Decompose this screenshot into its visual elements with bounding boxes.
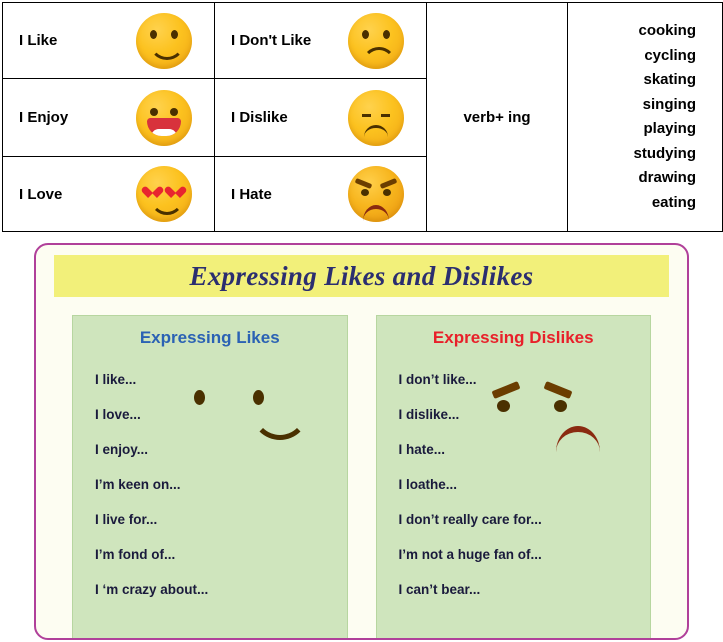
poster-title-bar: [54, 255, 669, 297]
mouth: [363, 205, 389, 221]
list-item: I’m not a huge fan of...: [398, 547, 542, 562]
eye-right: [194, 390, 205, 405]
list-item: eating: [651, 193, 696, 211]
eye-left: [554, 400, 567, 412]
eye-right: [383, 189, 391, 196]
cell-like-phrase: [3, 157, 215, 232]
cell-verb-list: [568, 3, 723, 232]
eye-left: [361, 189, 369, 196]
list-item: I dislike...: [398, 407, 460, 422]
eye-right: [381, 111, 390, 117]
cell-verb-form: [427, 3, 568, 232]
verb-list: [568, 15, 722, 219]
mouth: [149, 37, 185, 60]
mouth: [556, 426, 600, 452]
phrase-label: I Love: [19, 185, 63, 203]
angry-face-icon: [348, 166, 404, 222]
panel-heading-dislikes: Expressing Dislikes: [432, 328, 594, 347]
heart-eye-left: [146, 182, 159, 194]
expressions-poster: [34, 243, 689, 640]
list-item: I ‘m crazy about...: [95, 582, 209, 597]
dislikes-face-wrapper: [532, 362, 624, 454]
cell-like-phrase: [3, 3, 215, 79]
list-item: I like...: [95, 372, 137, 387]
panel-expressing-dislikes: [376, 315, 652, 640]
list-item: I can’t bear...: [398, 582, 481, 597]
list-item: I love...: [95, 407, 141, 422]
phrase-label: I Enjoy: [19, 109, 69, 126]
cell-dislike-phrase: [215, 157, 427, 232]
brow-left: [544, 381, 573, 399]
verb-form-label: verb+ ing: [463, 108, 531, 126]
panel-expressing-likes: [72, 315, 348, 640]
phrase-label: I Hate: [231, 185, 272, 203]
list-item: skating: [643, 71, 696, 88]
brow-right: [380, 178, 398, 189]
mouth: [364, 125, 388, 137]
heart-eyes-face-icon: [136, 166, 192, 222]
eye-right: [383, 30, 390, 39]
panels-container: [36, 297, 687, 640]
list-item: I don’t really care for...: [398, 512, 542, 527]
phrase-label: I Dislike: [231, 109, 288, 126]
list-item: playing: [643, 120, 696, 137]
page-title: Expressing Likes and Dislikes: [189, 260, 534, 291]
frowning-face-icon: [348, 13, 404, 69]
likes-face-wrapper: [229, 362, 321, 454]
smiling-face-icon: [136, 13, 192, 69]
list-item: singing: [642, 95, 696, 113]
list-item: I loathe...: [398, 477, 458, 492]
list-item: I enjoy...: [95, 442, 149, 457]
list-item: I don’t like...: [398, 372, 477, 387]
eye-right: [497, 400, 510, 412]
cell-dislike-phrase: [215, 79, 427, 157]
phrase-label: I Don't Like: [231, 32, 312, 49]
table-row: [3, 3, 723, 79]
list-item: I live for...: [95, 512, 158, 527]
likes-dislikes-table: [2, 2, 723, 232]
list-item: cycling: [644, 46, 696, 64]
cell-like-phrase: [3, 79, 215, 157]
eye-right: [170, 108, 178, 116]
list-item: cooking: [638, 22, 696, 39]
list-item: studying: [633, 144, 696, 162]
laughing-face-icon: [136, 90, 192, 146]
panel-heading-likes: Expressing Likes: [139, 328, 280, 347]
unamused-face-icon: [348, 90, 404, 146]
heart-eye-right: [169, 182, 182, 194]
eye-left: [150, 108, 158, 116]
list-item: I’m fond of...: [95, 547, 176, 562]
eye-left: [362, 30, 369, 39]
mouth: [251, 402, 309, 440]
list-item: I’m keen on...: [95, 477, 181, 492]
mouth: [150, 194, 184, 215]
eye-left: [362, 111, 371, 117]
brow-left: [355, 178, 373, 189]
list-item: I hate...: [398, 442, 446, 457]
mouth: [147, 118, 181, 136]
list-item: drawing: [638, 169, 696, 186]
cell-dislike-phrase: [215, 3, 427, 79]
mouth: [362, 47, 396, 68]
phrase-label: I Like: [19, 32, 58, 49]
